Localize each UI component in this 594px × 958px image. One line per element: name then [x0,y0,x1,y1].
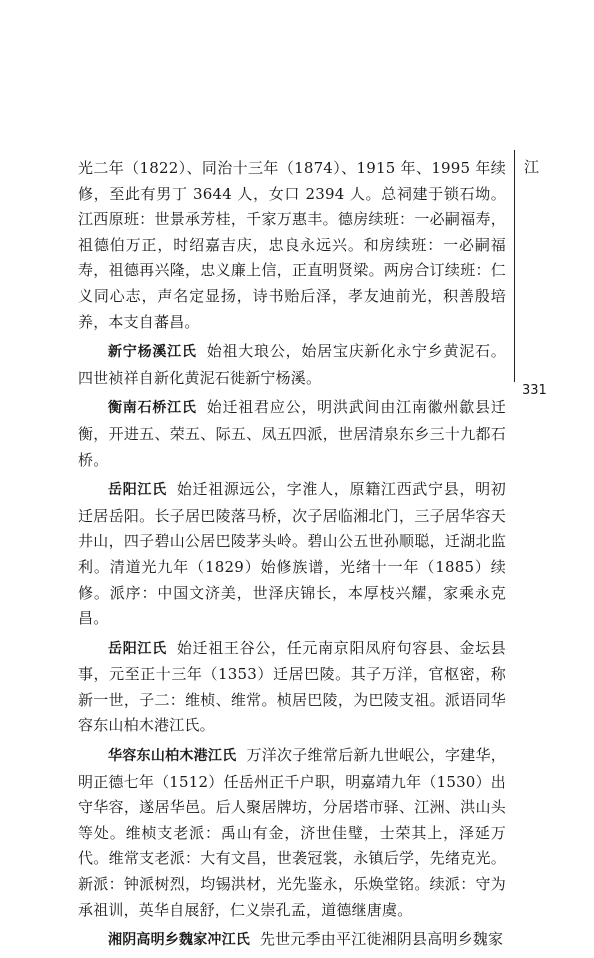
paragraph-heading: 岳阳江氏 [108,640,167,657]
paragraph-body: 先世元季由平江徙湘阴县高明乡魏家 [260,930,504,949]
main-text [78,156,506,958]
paragraph-heading: 华容东山柏木港江氏 [108,748,237,765]
paragraph-body: 光二年（1822）、同治十三年（1874）、1915 年、1995 年续修，至此有男丁 3644 人，女口 2394 人。总祠建于锁石坳。江西原班：世景承芳桂，千家万惠丰。德房续班：一必嗣福寿，祖德伯万正，时绍嘉吉庆，忠良永远兴。和房续班：一必嗣福寿，祖德再兴隆，忠义廉上信，正直明贤梁。两房合订续班：仁义同心志，声名定显扬，诗书贻后泽，孝友迪前光，积善殷培养，本支自蕃昌。 [78,159,506,331]
paragraph-body: 始迁祖君应公，明洪武间由江南徽州歙县迁衡，开进五、荣五、际五、凤五四派，世居清泉东乡三十九都石桥。 [78,398,506,469]
paragraph-body: 始迁祖王谷公，任元南京阳凤府句容县、金坛县事，元至正十三年（1353）迁居巴陵。其子万洋，官枢密，称新一世，子二：维桢、维常。桢居巴陵，为巴陵支祖。派语同华容东山柏木港江氏。 [78,638,507,735]
paragraph-heading: 新宁杨溪江氏 [108,344,197,361]
paragraph [78,156,506,335]
paragraph [78,927,506,954]
paragraph-heading: 衡南石桥江氏 [108,400,197,417]
paragraph-body: 始祖大琅公，始居宝庆新化永宁乡黄泥石。四世祯祥自新化黄泥石徙新宁杨溪。 [78,342,506,387]
paragraph-body: 万洋次子维常后新九世岷公，字建华，明正德七年（1512）任岳州正千户职，明嘉靖九年（1530）出守华容，遂居华邑。后人聚居牌坊，分居塔市驿、江洲、洪山头等处。维桢支老派：禹山有金，济世佳璧，士荣其上，泽延万代。维常支老派：大有文昌，世袭冠裳，永镇后学，先绪克光。新派：钟派树烈，均锡洪材，光先鉴永，乐焕堂铭。续派：守为承祖训，英华自展舒，仁义崇孔孟，道德继唐虞。 [78,746,506,919]
paragraph [78,395,506,473]
margin-rule [514,150,515,382]
paragraph-body: 始迁祖源远公，字淮人，原籍江西武宁县，明初迁居岳阳。长子居巴陵落马桥，次子居临湘北门，三子居华容天井山，四子碧山公居巴陵茅头岭。碧山公五世孙顺聪，迁湖北监利。清道光九年（1829）始修族谱，光绪十一年（1885）续修。派序：中国文济美，世泽庆锦长，本厚枝兴耀，家乘永克昌。 [78,480,507,628]
paragraph-heading: 岳阳江氏 [108,482,167,499]
paragraph [78,636,506,739]
side-label: 江 [524,158,540,176]
paragraph [78,477,506,632]
paragraph-heading: 湘阴高明乡魏家冲江氏 [108,932,250,949]
page-number: 331 [522,383,547,398]
paragraph [78,339,506,391]
paragraph [78,743,506,923]
